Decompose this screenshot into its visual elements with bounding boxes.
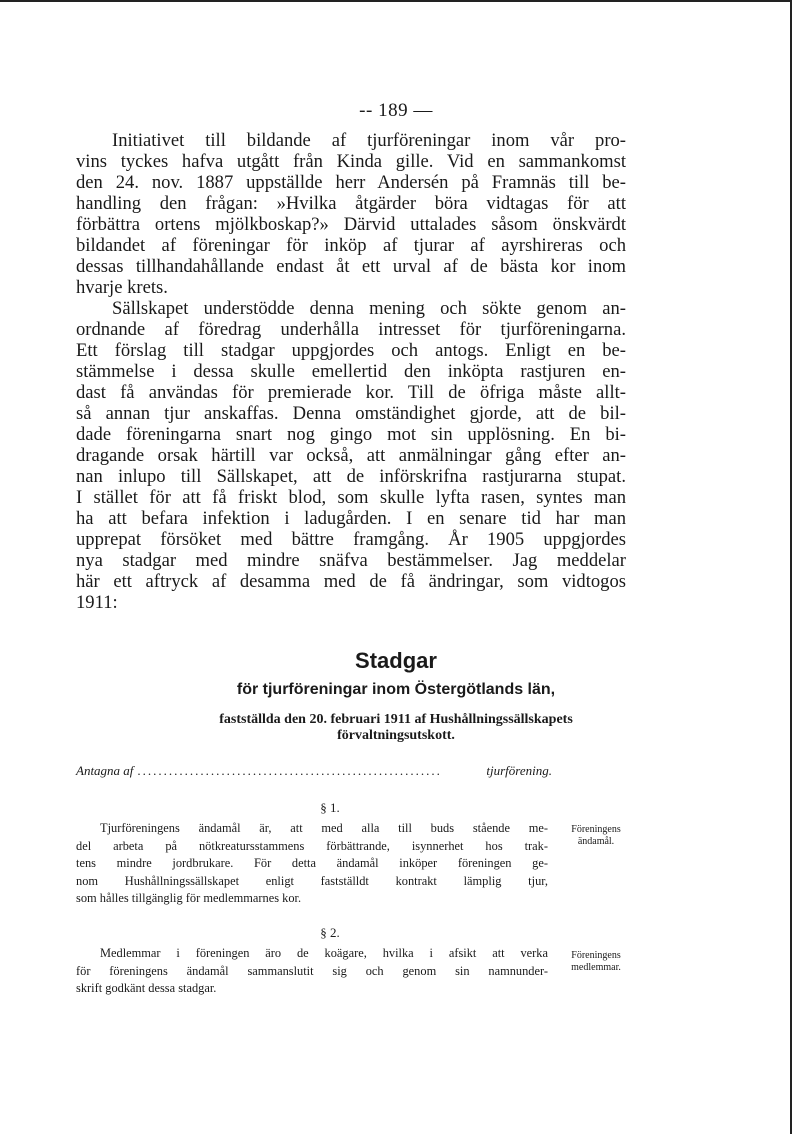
text-line: upprepat försöket med bättre framgång. År 1905 uppgjordes xyxy=(76,529,626,550)
statutes-title: Stadgar xyxy=(355,648,437,673)
text-line: handling den frågan: »Hvilka åtgärder böra vidtagas för att xyxy=(76,193,626,214)
adoption-suffix: tjurförening. xyxy=(486,763,552,778)
text-line: Tjurföreningens ändamål är, att med alla till buds stående me- xyxy=(100,821,548,835)
text-line: dessas tillhandahållande endast åt ett urval af de bästa kor inom xyxy=(76,256,626,277)
text-line: 1911: xyxy=(76,592,118,613)
text-line: som hålles tillgänglig för medlemmarnes kor. xyxy=(76,891,302,905)
margin-note-line: Föreningens xyxy=(571,824,621,835)
text-line: ha att befara infektion i ladugården. I en senare tid har man xyxy=(76,508,626,529)
text-line: dade föreningarna snart nog gingo mot sin upplösning. En bi- xyxy=(76,424,626,445)
statutes-note-line: förvaltningsutskott. xyxy=(337,728,455,743)
text-line: stämmelse i dessa skulle emellertid den inköpta rastjuren en- xyxy=(76,361,626,382)
text-line: den 24. nov. 1887 uppställde herr Andersén på Framnäs till be- xyxy=(76,172,626,193)
margin-note-line: ändamål. xyxy=(577,836,615,847)
section-2-margin-note xyxy=(560,950,632,974)
text-line: Ett förslag till stadgar uppgjordes och antogs. Enligt en be- xyxy=(76,340,626,361)
margin-note-line: Föreningens xyxy=(571,950,621,961)
text-line: Initiativet till bildande af tjurföreningar inom vår pro- xyxy=(112,130,626,151)
page-number: -- 189 — xyxy=(359,100,433,121)
text-line: dragande orsak härtill var också, att anmälningar gång efter an- xyxy=(76,445,626,466)
margin-note-line: medlemmar. xyxy=(571,962,621,973)
scan-edge-top xyxy=(0,0,792,2)
section-2-mark: § 2. xyxy=(320,925,340,940)
text-line: förbättra ortens mjölkboskap?» Därvid uttalades såsom önskvärdt xyxy=(76,214,626,235)
text-line: för föreningens ändamål sammanslutit sig och genom sin namnunder- xyxy=(76,963,548,978)
text-line: nan inlupo till Sällskapet, att de införskrifna rastjurarna stupat. xyxy=(76,466,626,487)
text-line: bildandet af föreningar för inköp af tjurar af ayrshireras och xyxy=(76,235,626,256)
text-line: dast få användas för premierade kor. Till de öfriga måste allt- xyxy=(76,382,626,403)
text-line: Medlemmar i föreningen äro de koägare, hvilka i afsikt att verka xyxy=(100,946,548,960)
text-line: nya stadgar med mindre snäfva bestämmelser. Jag meddelar xyxy=(76,550,626,571)
adoption-label: Antagna af xyxy=(76,763,134,778)
text-line: ordnande af föredrag underhålla intresset för tjurföreningarna. xyxy=(76,319,626,340)
statutes-subtitle: för tjurföreningar inom Östergötlands län, xyxy=(236,681,556,698)
section-1-margin-note xyxy=(560,824,632,848)
text-line: tens mindre jordbrukare. För detta ändamål inköper föreningen ge- xyxy=(76,856,548,870)
dotted-leader: .......................................................... xyxy=(137,763,442,778)
statutes-note-line: fastställda den 20. februari 1911 af Hushållningssällskapets xyxy=(219,712,573,727)
text-line: vins tyckes hafva utgått från Kinda gille. Vid en sammankomst xyxy=(76,151,626,172)
text-line: skrift godkänt dessa stadgar. xyxy=(76,981,217,995)
text-line: nom Hushållningssällskapet enligt fastställdt kontrakt lämplig tjur, xyxy=(76,873,548,888)
text-line: Sällskapet understödde denna mening och sökte genom an- xyxy=(112,298,626,319)
text-line: del arbeta på nötkreatursstammens förbättrande, isynnerhet hos trak- xyxy=(76,838,548,853)
text-line: här ett aftryck af desamma med de få ändringar, som vidtogos xyxy=(76,571,626,592)
text-line: I stället för att få friskt blod, som skulle lyfta rasen, syntes man xyxy=(76,487,626,508)
section-1-mark: § 1. xyxy=(320,800,340,815)
adoption-line xyxy=(76,763,552,779)
text-line: hvarje krets. xyxy=(76,277,168,298)
text-line: så annan tjur anskaffas. Denna omständighet gjorde, att de bil- xyxy=(76,403,626,424)
